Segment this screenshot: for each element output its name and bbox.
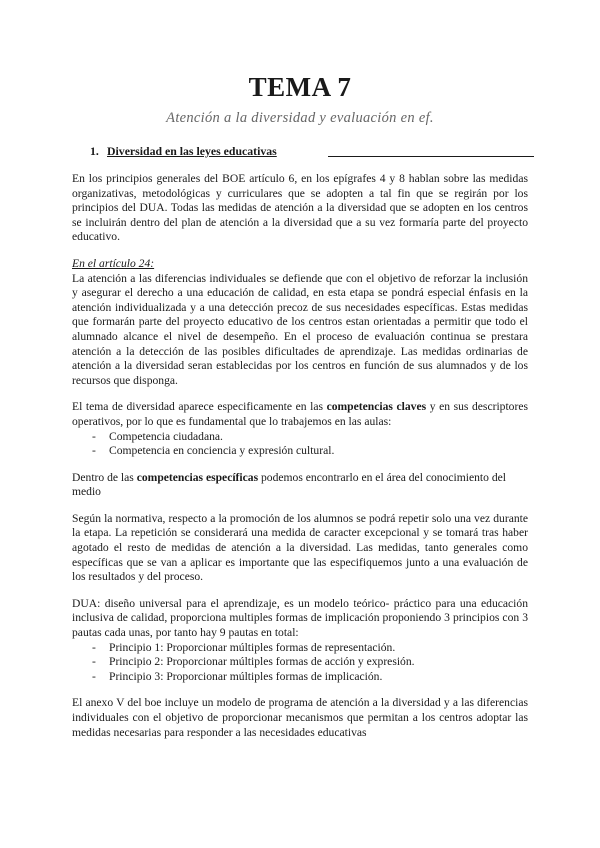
paragraph-annex-v: El anexo V del boe incluye un modelo de programa de atención a la diversidad y a las diferencias individuales con el objetivo de proporcionar mecanismos que permitan a los centros adoptar las medidas necesarias para responder a las necesidades educativas <box>72 696 528 739</box>
dash-bullet: - <box>92 655 96 669</box>
page-subtitle: Atención a la diversidad y evaluación en ef. <box>166 110 434 126</box>
subheading-article-24: En el artículo 24: <box>72 256 155 270</box>
list-item-text: Principio 3: Proporcionar múltiples formas de implicación. <box>109 669 383 683</box>
text-span: El tema de diversidad aparece especificamente en las <box>72 400 327 414</box>
competences-list <box>72 430 528 459</box>
dash-bullet: - <box>92 669 96 683</box>
paragraph-dua: DUA: diseño universal para el aprendizaje, es un modelo teórico- práctico para una educación inclusiva de calidad, proporciona multiples formas de implicación proponiendo 3 principios con 3 pautas cada unas, por tanto hay 9 pautas en total: <box>72 596 528 640</box>
section-title: Diversidad en las leyes educativas <box>107 144 277 158</box>
section-number: 1. <box>90 144 99 158</box>
document-body <box>72 144 528 752</box>
list-item <box>72 655 528 670</box>
bold-key-competences: competencias claves <box>326 400 427 414</box>
paragraph-boe-principles: En los principios generales del BOE artículo 6, en los epígrafes 4 y 8 hablan sobre las medidas organizativas, metodológicas y curriculares que se adopten a tal fin que se regirán por los principios del DUA. Todas las medidas de atención a la diversidad que se adopten en los centros se incluirán dentro del plan de atención a la diversidad que a su vez formaría parte del proyecto educativo. <box>72 172 528 244</box>
heading-underline <box>328 156 534 157</box>
paragraph-key-competences <box>72 400 528 429</box>
list-item-text: Principio 1: Proporcionar múltiples formas de representación. <box>109 640 396 654</box>
list-item-text: Competencia en conciencia y expresión cultural. <box>109 444 335 458</box>
dash-bullet: - <box>92 444 96 458</box>
paragraph-specific-competences <box>72 471 528 500</box>
text-span: Dentro de las <box>72 470 137 484</box>
dash-bullet: - <box>92 429 96 443</box>
dua-principles-list <box>72 641 528 685</box>
paragraph-article-24: La atención a las diferencias individuales se defiende que con el objetivo de reforzar la inclusión y asegurar el derecho a una educación de calidad, en esta etapa se pondrá especial énfasis en la atención individualizada y a una detección precoz de sus necesidades específicas. Estas medidas que formarán parte del proyecto educativo de los centros estan orientadas a permitir que todo el alumnado alcance el nivel de desempeño. En el proceso de evaluación continua se prestara atención a la detección de las posibles dificultades de aprendizaje. Las medidas ordinarias de atención a la diversidad seran establecidas por los centros en función de sus alumnados y de los recursos que disponga. <box>72 271 528 387</box>
list-item-text: Principio 2: Proporcionar múltiples formas de acción y expresión. <box>109 655 415 669</box>
list-item <box>72 430 528 445</box>
dash-bullet: - <box>92 640 96 654</box>
text-span: podemos encontrarlo en el área del conocimiento del medio <box>72 470 506 499</box>
list-item-text: Competencia ciudadana. <box>109 429 223 443</box>
list-item <box>72 641 528 656</box>
paragraph-promotion: Según la normativa, respecto a la promoción de los alumnos se podrá repetir solo una vez durante la etapa. La repetición se considerará una medida de caracter excepcional y se tomará tras haber agotado el resto de medidas de atención a la diversidad. Las medidas, tanto generales como específicas que se van a aplicar es importante que las especifiquemos junto a una evaluación de los resultados y del proceso. <box>72 511 528 584</box>
list-item <box>72 444 528 459</box>
text-span: y en sus descriptores operativos, por lo que es fundamental que lo trabajemos en las aulas: <box>72 400 529 428</box>
page-title: TEMA 7 <box>248 72 352 102</box>
list-item <box>72 670 528 685</box>
section-heading <box>90 144 528 160</box>
bold-specific-competences: competencias específicas <box>136 470 259 484</box>
